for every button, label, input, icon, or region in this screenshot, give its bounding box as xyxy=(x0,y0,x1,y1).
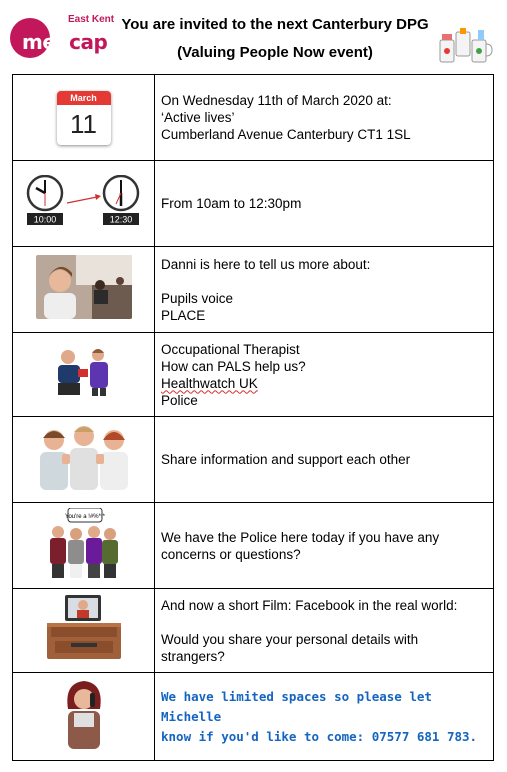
film-question: Would you share your personal details with xyxy=(161,631,419,647)
page-header xyxy=(0,0,507,72)
calendar-icon xyxy=(57,91,111,145)
film-question-cont: strangers? xyxy=(161,648,225,664)
agenda-row-date xyxy=(13,75,494,161)
calendar-month: March xyxy=(57,91,111,105)
logo-region: East Kent xyxy=(68,14,115,25)
agenda-row-film xyxy=(13,589,494,673)
contact-line: know if you'd like to come: 07577 681 783. xyxy=(161,728,478,744)
venue-name: ‘Active lives’ xyxy=(161,110,235,125)
speaker-intro: Danni is here to tell us more about: xyxy=(161,256,371,272)
contact-line: We have limited spaces so please let Michelle xyxy=(161,688,432,724)
agenda-row-contact xyxy=(13,673,494,761)
venue-address: Cumberland Avenue Canterbury CT1 1SL xyxy=(161,127,411,142)
topic-item: Pupils voice xyxy=(161,290,234,306)
logo-text-prefix: men xyxy=(22,30,70,54)
police-text: We have the Police here today if you have any xyxy=(161,529,440,545)
film-title: And now a short Film: Facebook in the real world: xyxy=(161,597,458,613)
clock-start-label: 10:00 xyxy=(33,214,56,225)
agenda-row-speaker xyxy=(13,247,494,333)
agenda-row-services xyxy=(13,333,494,417)
calendar-day: 11 xyxy=(70,108,97,139)
service-healthwatch: Healthwatch UK xyxy=(161,375,258,391)
date-text: On Wednesday 11th of March 2020 at: xyxy=(161,93,392,108)
page-title: You are invited to the next Canterbury DPG xyxy=(121,16,429,33)
service-pals: How can PALS help us? xyxy=(161,358,306,374)
topic-item: PLACE xyxy=(161,307,206,323)
therapist-illustration xyxy=(52,347,116,397)
clocks-icon xyxy=(25,175,143,227)
mencap-logo xyxy=(10,14,115,60)
agenda-table xyxy=(12,74,494,761)
service-police: Police xyxy=(161,392,198,408)
tv-icon xyxy=(45,593,123,663)
agenda-row-police xyxy=(13,503,494,589)
mugs-icon xyxy=(438,26,494,68)
logo-text-suffix: cap xyxy=(69,30,108,54)
page-subtitle: (Valuing People Now event) xyxy=(177,44,373,61)
group-illustration xyxy=(46,508,122,578)
share-text: Share information and support each other xyxy=(161,452,411,467)
agenda-row-share xyxy=(13,417,494,503)
police-text: concerns or questions? xyxy=(161,546,301,562)
agenda-row-time xyxy=(13,161,494,247)
phone-caller-illustration xyxy=(56,679,112,749)
speech-bubble-text: You're a !#%*!* xyxy=(64,514,105,520)
time-text: From 10am to 12:30pm xyxy=(161,196,302,211)
classroom-photo xyxy=(36,255,132,319)
thumbs-up-people xyxy=(34,424,134,490)
service-occupational-therapist: Occupational Therapist xyxy=(161,341,300,357)
clock-end-label: 12:30 xyxy=(109,214,132,225)
